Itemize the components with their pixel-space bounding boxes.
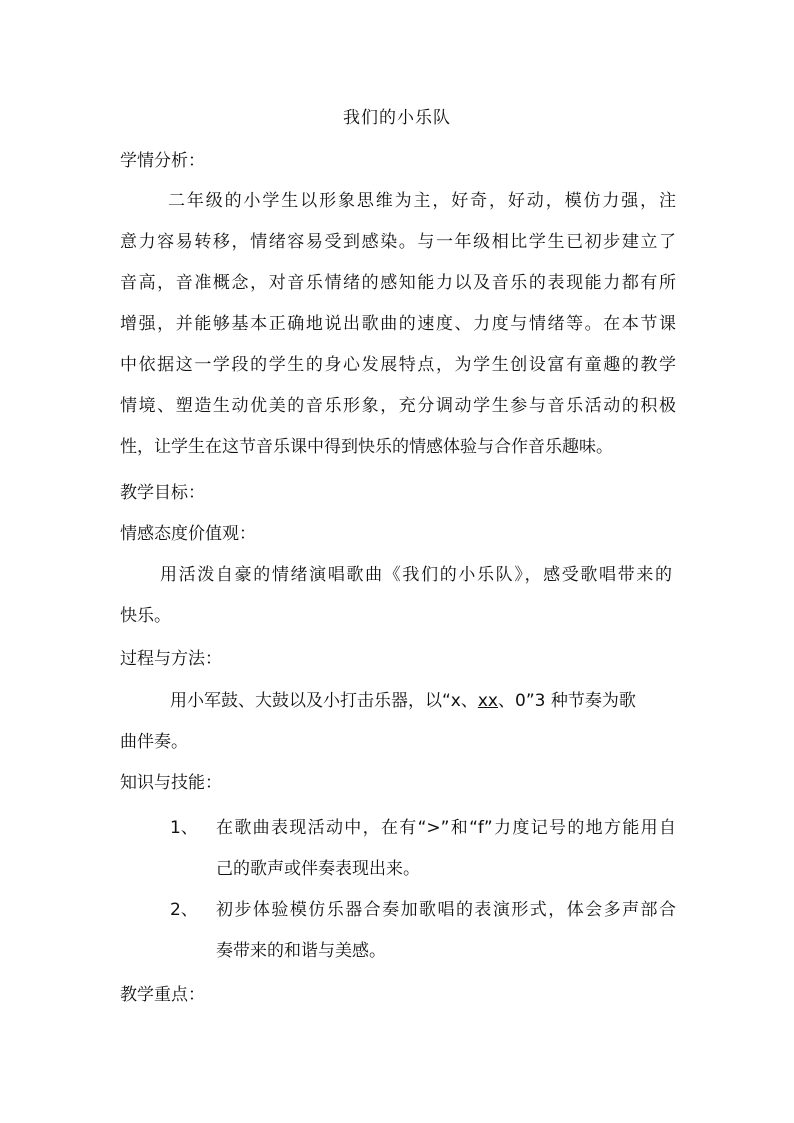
section-heading-goals: 教学目标： — [120, 483, 205, 503]
analysis-line: 音高，音准概念，对音乐情绪的感知能力以及音乐的表现能力都有所 — [120, 273, 676, 293]
list-number: 2、 — [170, 900, 198, 920]
list-item-line: 在歌曲表现活动中，在有“>”和“f”力度记号的地方能用自 — [216, 818, 676, 838]
list-item-line: 初步体验模仿乐器合奏加歌唱的表演形式，体会多声部合 — [216, 900, 676, 920]
section-heading-key-points: 教学重点： — [120, 985, 205, 1005]
analysis-line: 增强，并能够基本正确地说出歌曲的速度、力度与情绪等。在本节课 — [120, 314, 676, 334]
process-rhythm-underlined: xx — [477, 691, 498, 711]
process-line-suffix: 、0”3 种节奏为歌 — [498, 691, 636, 711]
subheading-process: 过程与方法： — [120, 649, 222, 669]
analysis-line: 情境、塑造生动优美的音乐形象，充分调动学生参与音乐活动的积极 — [120, 396, 676, 416]
document-title: 我们的小乐队 — [343, 108, 451, 128]
process-line — [170, 689, 636, 713]
process-line-prefix: 用小军鼓、大鼓以及小打击乐器，以“x、 — [170, 691, 478, 711]
process-line: 曲伴奏。 — [120, 732, 188, 752]
analysis-line: 中依据这一学段的学生的身心发展特点，为学生创设富有童趣的教学 — [120, 355, 676, 375]
analysis-line: 性，让学生在这节音乐课中得到快乐的情感体验与合作音乐趣味。 — [120, 437, 613, 457]
list-item-line: 奏带来的和谐与美感。 — [216, 941, 386, 961]
analysis-line: 意力容易转移，情绪容易受到感染。与一年级相比学生已初步建立了 — [120, 232, 676, 252]
subheading-knowledge: 知识与技能： — [120, 773, 222, 793]
list-item-line: 己的歌声或伴奏表现出来。 — [216, 859, 420, 879]
analysis-line: 二年级的小学生以形象思维为主，好奇，好动，模仿力强，注 — [168, 191, 676, 211]
list-number: 1、 — [170, 818, 198, 838]
subheading-emotion: 情感态度价值观： — [120, 524, 256, 544]
emotion-line: 快乐。 — [120, 606, 171, 626]
section-heading-analysis: 学情分析： — [120, 151, 205, 171]
emotion-line: 用活泼自豪的情绪演唱歌曲《我们的小乐队》，感受歌唱带来的 — [160, 565, 672, 585]
